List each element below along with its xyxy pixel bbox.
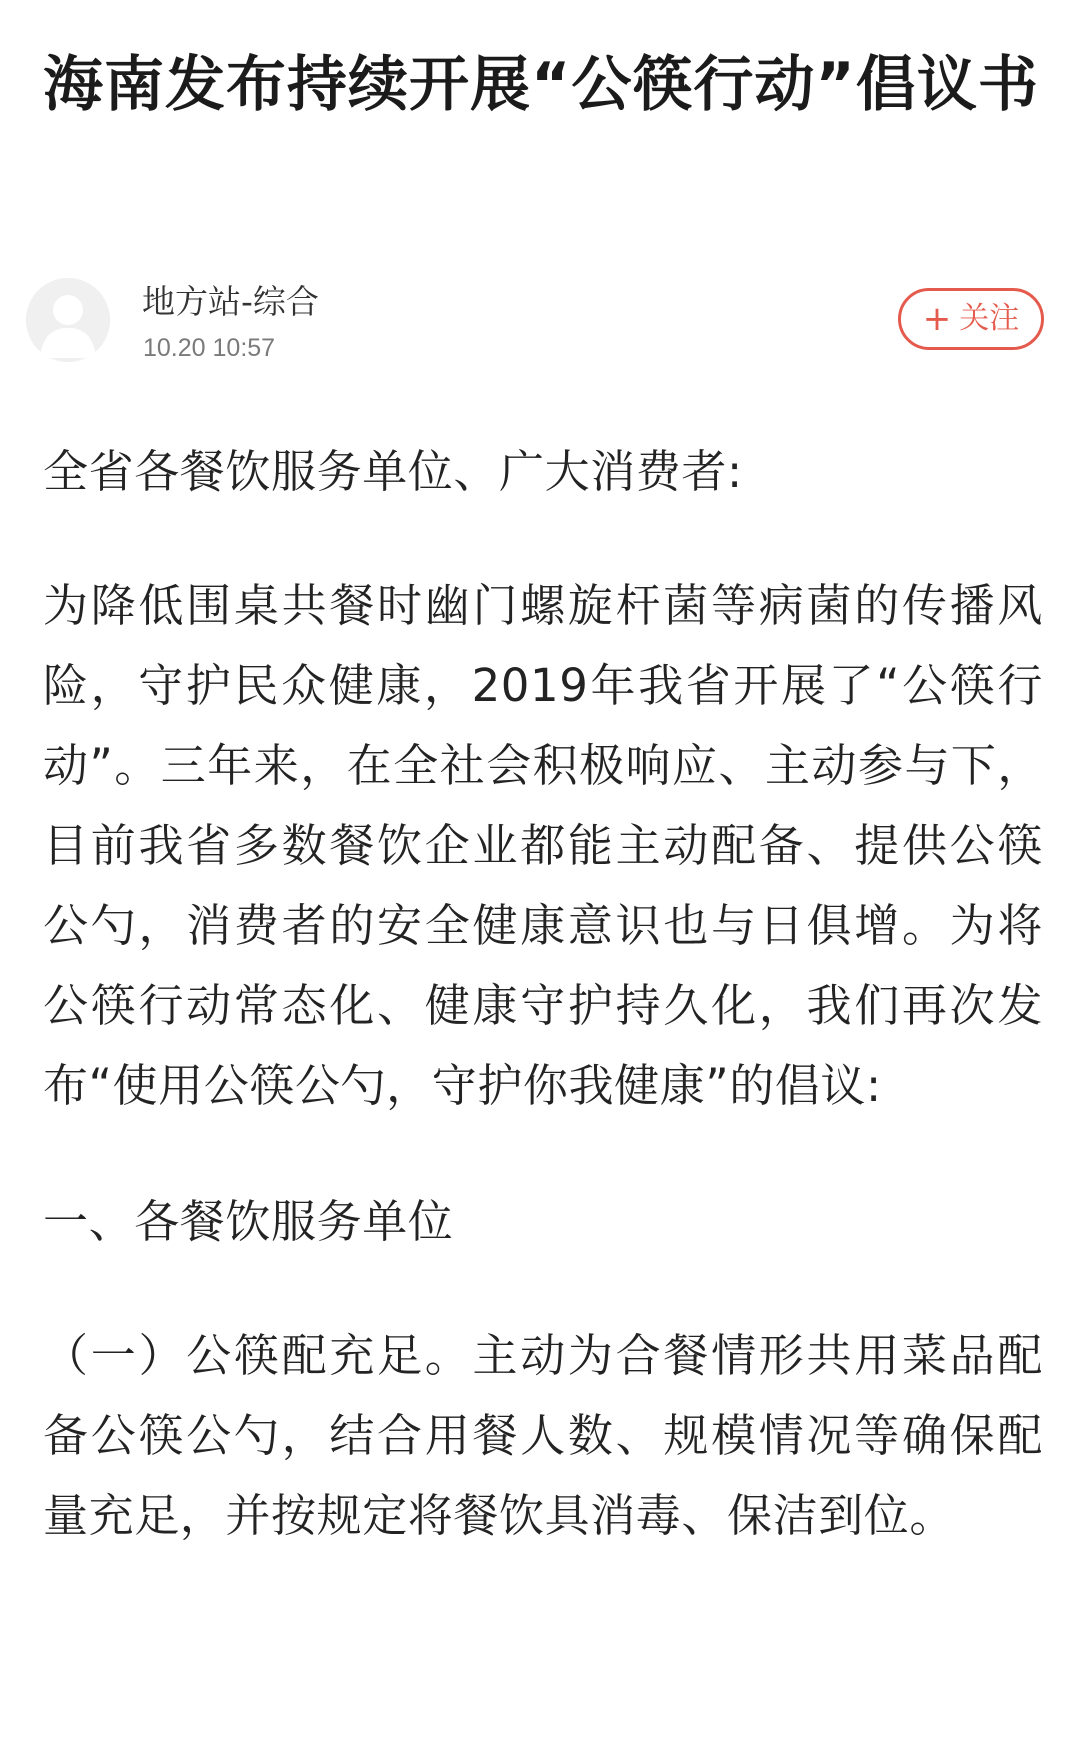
- greeting-paragraph: 全省各餐饮服务单位、广大消费者:: [43, 445, 743, 498]
- default-user-avatar-icon[interactable]: [26, 278, 110, 362]
- author-bar: [26, 278, 1054, 368]
- follow-label: 关注: [959, 301, 1020, 336]
- item-paragraph: （一）公筷配充足。主动为合餐情形共用菜品配备公筷公勺，结合用餐人数、规模情况等确保配量充足，并按规定将餐饮具消毒、保洁到位。: [43, 1329, 1043, 1542]
- avatar-silhouette-icon: [26, 278, 110, 362]
- article-body: [43, 432, 1043, 1612]
- intro-paragraph: 为降低围桌共餐时幽门螺旋杆菌等病菌的传播风险，守护民众健康，2019年我省开展了“公筷行动”。三年来，在全社会积极响应、主动参与下，目前我省多数餐饮企业都能主动配备、提供公筷公勺，消费者的安全健康意识也与日俱增。为将公筷行动常态化、健康守护持久化，我们再次发布“使用公筷公勺，守护你我健康”的倡议:: [43, 579, 1043, 1112]
- follow-button[interactable]: [898, 288, 1044, 350]
- publish-time: 10.20 10:57: [143, 334, 276, 362]
- section-heading: 一、各餐饮服务单位: [43, 1195, 454, 1248]
- article-title: 海南发布持续开展“公筷行动”倡议书: [43, 50, 1039, 120]
- author-name[interactable]: 地方站-综合: [142, 282, 319, 321]
- plus-icon: +: [922, 299, 952, 339]
